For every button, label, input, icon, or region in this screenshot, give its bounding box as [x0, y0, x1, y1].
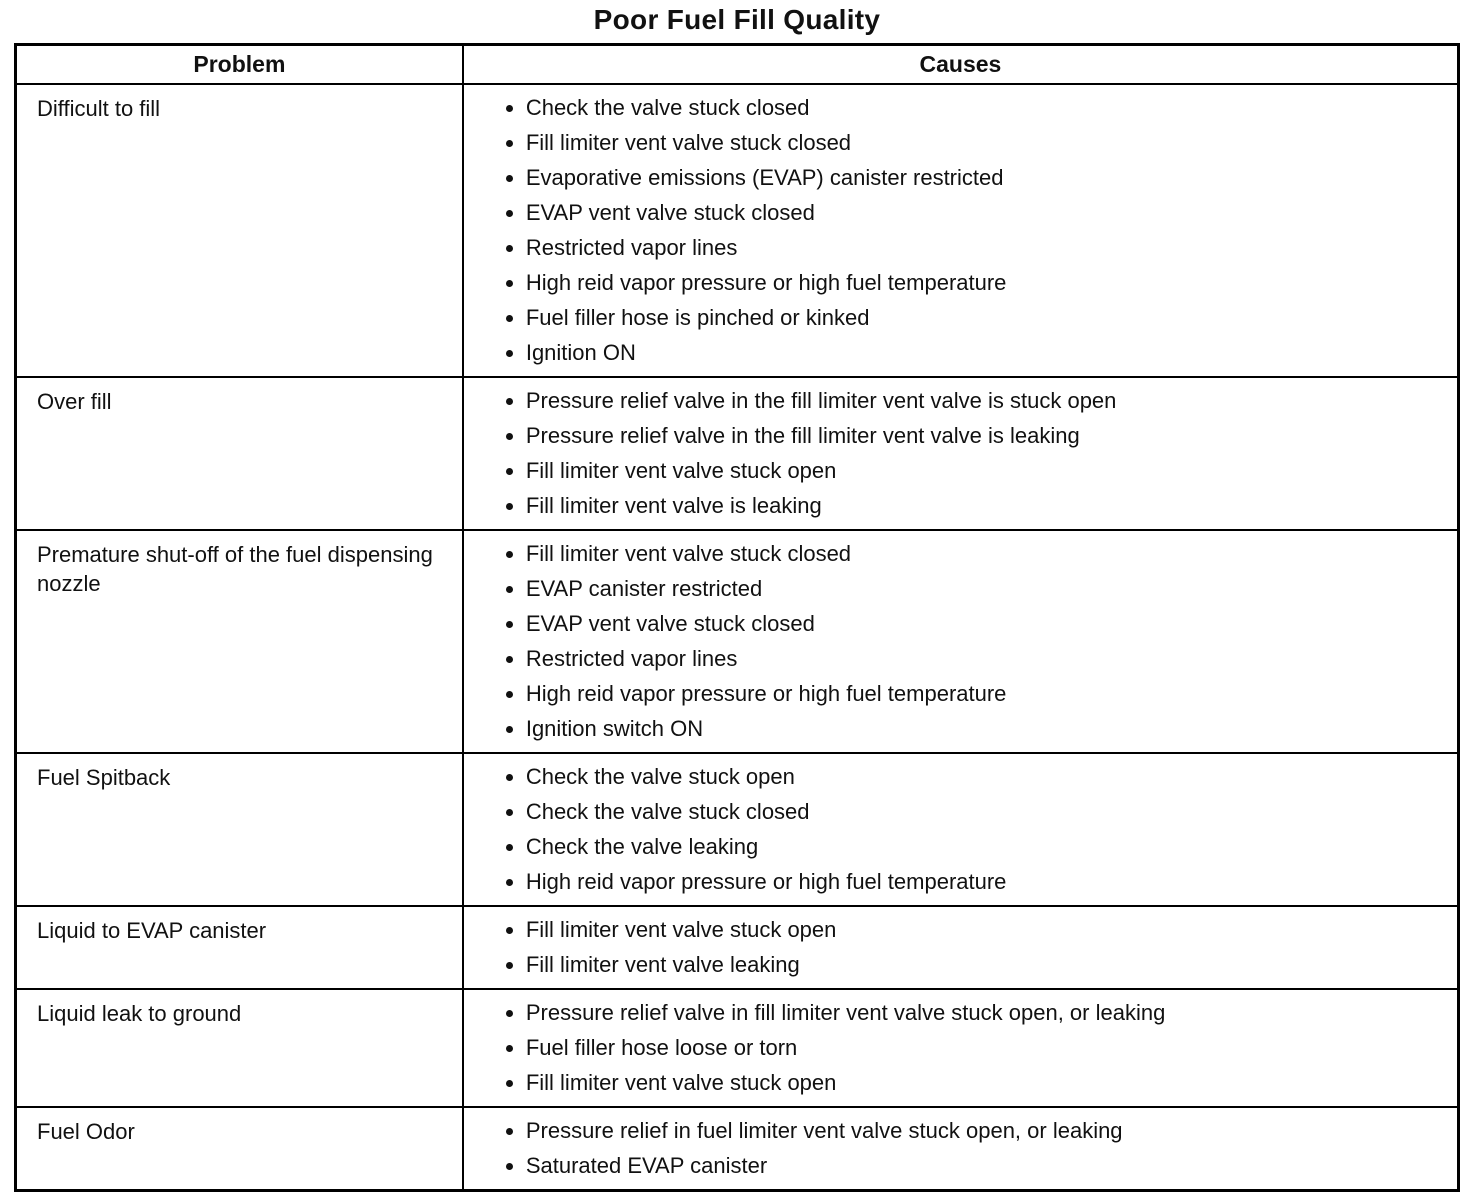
- table-row: [16, 989, 1459, 1107]
- cause-item: • EVAP vent valve stuck closed: [526, 606, 1447, 641]
- cause-item: • Check the valve stuck closed: [526, 794, 1447, 829]
- cause-item: • Pressure relief in fuel limiter vent valve stuck open, or leaking: [526, 1113, 1447, 1148]
- table-row: [16, 906, 1459, 989]
- causes-list: [464, 90, 1447, 370]
- table-header: [16, 45, 1459, 85]
- cause-item: • Pressure relief valve in the fill limiter vent valve is stuck open: [526, 383, 1447, 418]
- problem-cell: Liquid to EVAP canister: [16, 906, 463, 989]
- header-row: [16, 45, 1459, 85]
- cause-item: • Fill limiter vent valve leaking: [526, 947, 1447, 982]
- cause-item: • Fill limiter vent valve stuck open: [526, 912, 1447, 947]
- causes-list: [464, 995, 1447, 1100]
- cause-item: • High reid vapor pressure or high fuel temperature: [526, 676, 1447, 711]
- causes-list: [464, 383, 1447, 523]
- causes-list: [464, 1113, 1447, 1183]
- cause-item: • Ignition switch ON: [526, 711, 1447, 746]
- table-row: [16, 530, 1459, 753]
- table-body: [16, 84, 1459, 1191]
- causes-cell: [463, 1107, 1459, 1191]
- causes-cell: [463, 530, 1459, 753]
- cause-item: • Check the valve leaking: [526, 829, 1447, 864]
- cause-item: • Fill limiter vent valve stuck open: [526, 1065, 1447, 1100]
- causes-list: [464, 912, 1447, 982]
- cause-item: • Pressure relief valve in the fill limiter vent valve is leaking: [526, 418, 1447, 453]
- cause-item: • EVAP canister restricted: [526, 571, 1447, 606]
- table-row: [16, 753, 1459, 906]
- cause-item: • Check the valve stuck open: [526, 759, 1447, 794]
- cause-item: • EVAP vent valve stuck closed: [526, 195, 1447, 230]
- problem-column-header: Problem: [16, 45, 463, 85]
- fuel-fill-quality-table: [14, 43, 1460, 1192]
- causes-cell: [463, 989, 1459, 1107]
- cause-item: • High reid vapor pressure or high fuel temperature: [526, 864, 1447, 899]
- problem-cell: Difficult to fill: [16, 84, 463, 377]
- problem-cell: Premature shut-off of the fuel dispensing nozzle: [16, 530, 463, 753]
- cause-item: • Fill limiter vent valve stuck closed: [526, 536, 1447, 571]
- causes-list: [464, 536, 1447, 746]
- cause-item: • High reid vapor pressure or high fuel temperature: [526, 265, 1447, 300]
- table-row: [16, 84, 1459, 377]
- cause-item: • Evaporative emissions (EVAP) canister restricted: [526, 160, 1447, 195]
- causes-cell: [463, 906, 1459, 989]
- cause-item: • Pressure relief valve in fill limiter vent valve stuck open, or leaking: [526, 995, 1447, 1030]
- problem-cell: Over fill: [16, 377, 463, 530]
- cause-item: • Fill limiter vent valve stuck open: [526, 453, 1447, 488]
- problem-cell: Liquid leak to ground: [16, 989, 463, 1107]
- causes-column-header: Causes: [463, 45, 1459, 85]
- problem-cell: Fuel Spitback: [16, 753, 463, 906]
- cause-item: • Fuel filler hose loose or torn: [526, 1030, 1447, 1065]
- cause-item: • Fill limiter vent valve stuck closed: [526, 125, 1447, 160]
- cause-item: • Ignition ON: [526, 335, 1447, 370]
- causes-cell: [463, 753, 1459, 906]
- causes-list: [464, 759, 1447, 899]
- causes-cell: [463, 377, 1459, 530]
- table-row: [16, 1107, 1459, 1191]
- cause-item: • Restricted vapor lines: [526, 230, 1447, 265]
- cause-item: • Saturated EVAP canister: [526, 1148, 1447, 1183]
- page-title: Poor Fuel Fill Quality: [593, 4, 881, 35]
- cause-item: • Restricted vapor lines: [526, 641, 1447, 676]
- problem-cell: Fuel Odor: [16, 1107, 463, 1191]
- cause-item: • Check the valve stuck closed: [526, 90, 1447, 125]
- causes-cell: [463, 84, 1459, 377]
- cause-item: • Fuel filler hose is pinched or kinked: [526, 300, 1447, 335]
- cause-item: • Fill limiter vent valve is leaking: [526, 488, 1447, 523]
- table-row: [16, 377, 1459, 530]
